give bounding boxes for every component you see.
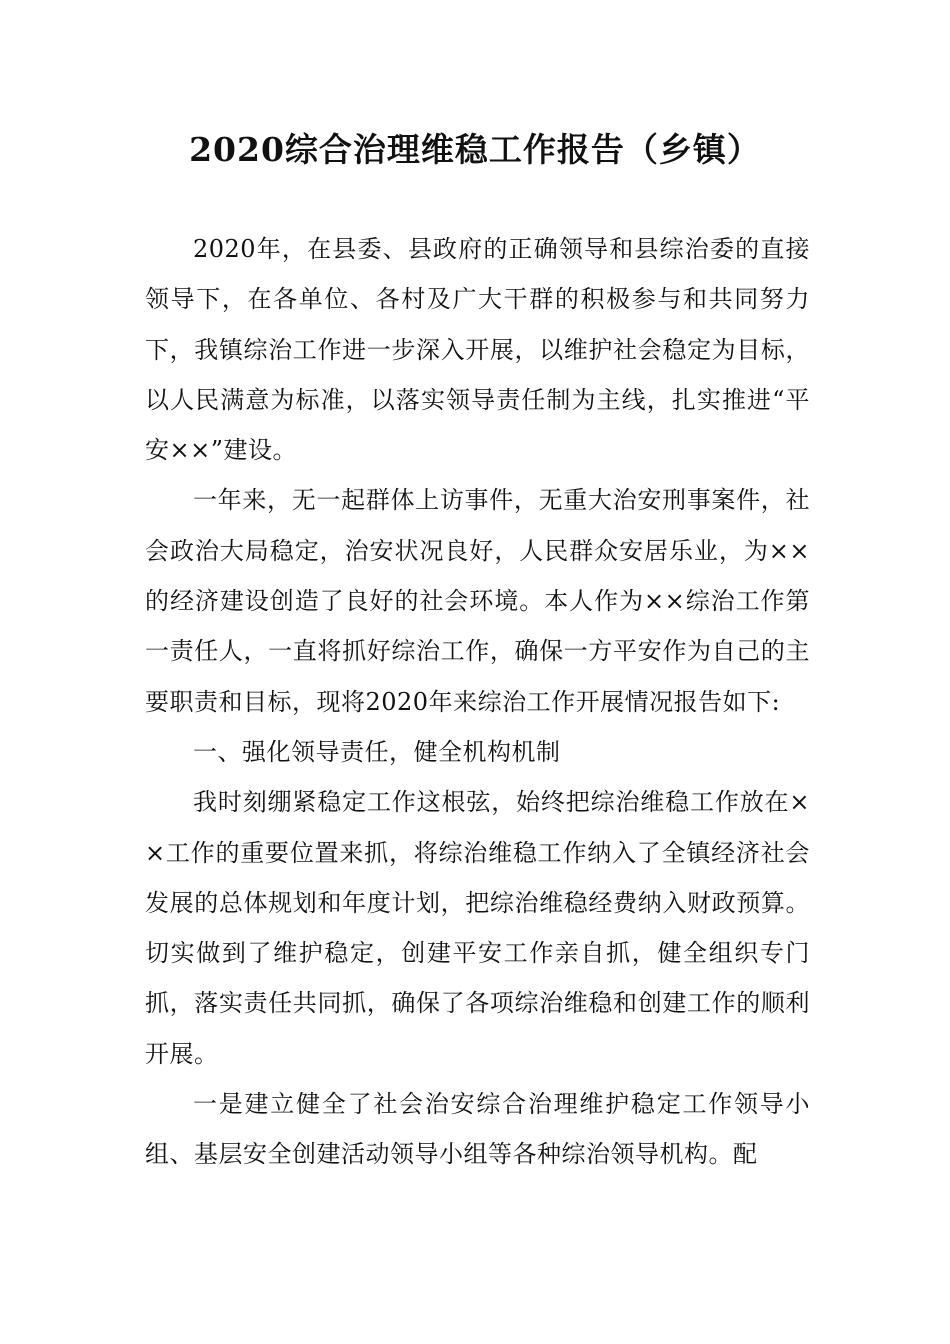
section-heading-1: 一、强化领导责任，健全机构机制 — [193, 737, 561, 766]
paragraph-organization: 一是建立健全了社会治安综合治理维护稳定工作领导小组、基层安全创建活动领导小组等各种综治领导机构。配 — [145, 1090, 810, 1169]
document-body — [145, 224, 810, 1180]
paragraph-summary: 一年来，无一起群体上访事件，无重大治安刑事案件，社会政治大局稳定，治安状况良好，人民群众安居乐业，为××的经济建设创造了良好的社会环境。本人作为××综治工作第一责任人，一直将抓好综治工作，确保一方平安作为自己的主要职责和目标，现将2020年来综治工作开展情况报告如下: — [145, 486, 810, 716]
paragraph-leadership: 我时刻绷紧稳定工作这根弦，始终把综治维稳工作放在××工作的重要位置来抓，将综治维稳工作纳入了全镇经济社会发展的总体规划和年度计划，把综治维稳经费纳入财政预算。切实做到了维护稳定，创建平安工作亲自抓，健全组织专门抓，落实责任共同抓，确保了各项综治维稳和创建工作的顺利开展。 — [145, 788, 810, 1068]
document-title: 2020综合治理维稳工作报告（乡镇） — [189, 130, 761, 169]
paragraph-intro: 2020年，在县委、县政府的正确领导和县综治委的直接领导下，在各单位、各村及广大干群的积极参与和共同努力下，我镇综治工作进一步深入开展，以维护社会稳定为目标，以人民满意为标准，以落实领导责任制为主线，扎实推进“平安××”建设。 — [145, 235, 810, 465]
